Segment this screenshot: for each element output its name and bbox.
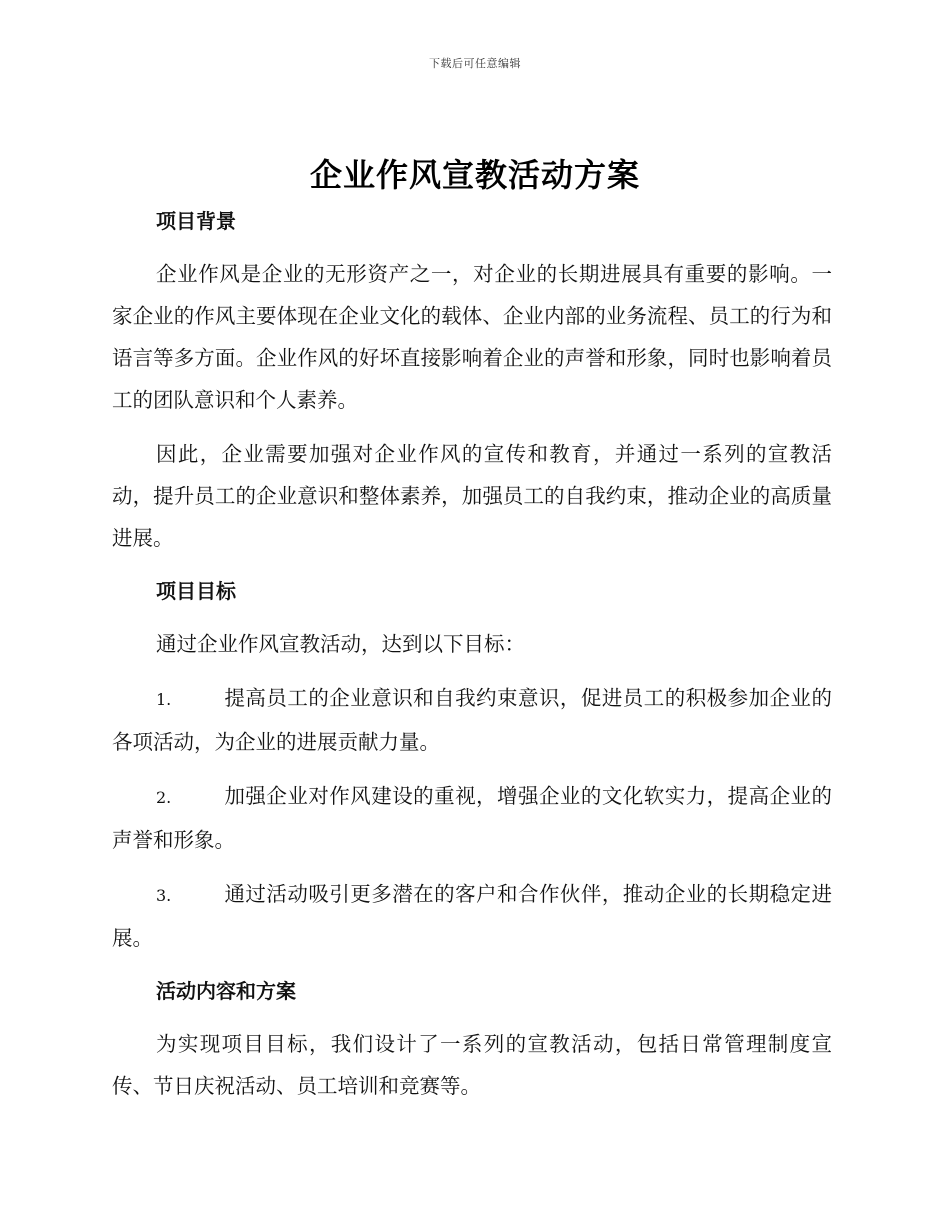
background-paragraph-2: 因此，企业需要加强对企业作风的宣传和教育，并通过一系列的宣教活动，提升员工的企业意识和整体素养，加强员工的自我约束，推动企业的高质量进展。 xyxy=(112,442,832,550)
goal-item-1 xyxy=(112,677,832,763)
goal-item-number: 1. xyxy=(156,690,172,709)
goal-item-2 xyxy=(112,775,832,861)
document-body xyxy=(112,201,832,1119)
background-paragraph-1: 企业作风是企业的无形资产之一，对企业的长期进展具有重要的影响。一家企业的作风主要体现在企业文化的载体、企业内部的业务流程、员工的行为和语言等多方面。企业作风的好坏直接影响着企业的声誉和形象，同时也影响着员工的团队意识和个人素养。 xyxy=(112,262,832,412)
activities-paragraph-1: 为实现项目目标，我们设计了一系列的宣教活动，包括日常管理制度宣传、节日庆祝活动、员工培训和竞赛等。 xyxy=(112,1032,832,1098)
goal-item-number: 2. xyxy=(156,788,172,807)
goal-item-number: 3. xyxy=(156,886,172,905)
section-heading-activities: 活动内容和方案 xyxy=(156,979,296,1003)
section-heading-goals: 项目目标 xyxy=(156,579,236,603)
goals-intro: 通过企业作风宣教活动，达到以下目标： xyxy=(156,632,525,656)
goal-item-3 xyxy=(112,873,832,959)
section-heading-background: 项目背景 xyxy=(156,209,236,233)
goal-item-text: 通过活动吸引更多潜在的客户和合作伙伴，推动企业的长期稳定进展。 xyxy=(112,882,832,950)
goal-item-text: 加强企业对作风建设的重视，增强企业的文化软实力，提高企业的声誉和形象。 xyxy=(112,784,832,852)
goal-item-text: 提高员工的企业意识和自我约束意识，促进员工的积极参加企业的各项活动，为企业的进展贡献力量。 xyxy=(112,686,832,754)
document-title: 企业作风宣教活动方案 xyxy=(309,156,640,194)
header-note: 下载后可任意编辑 xyxy=(429,57,521,70)
